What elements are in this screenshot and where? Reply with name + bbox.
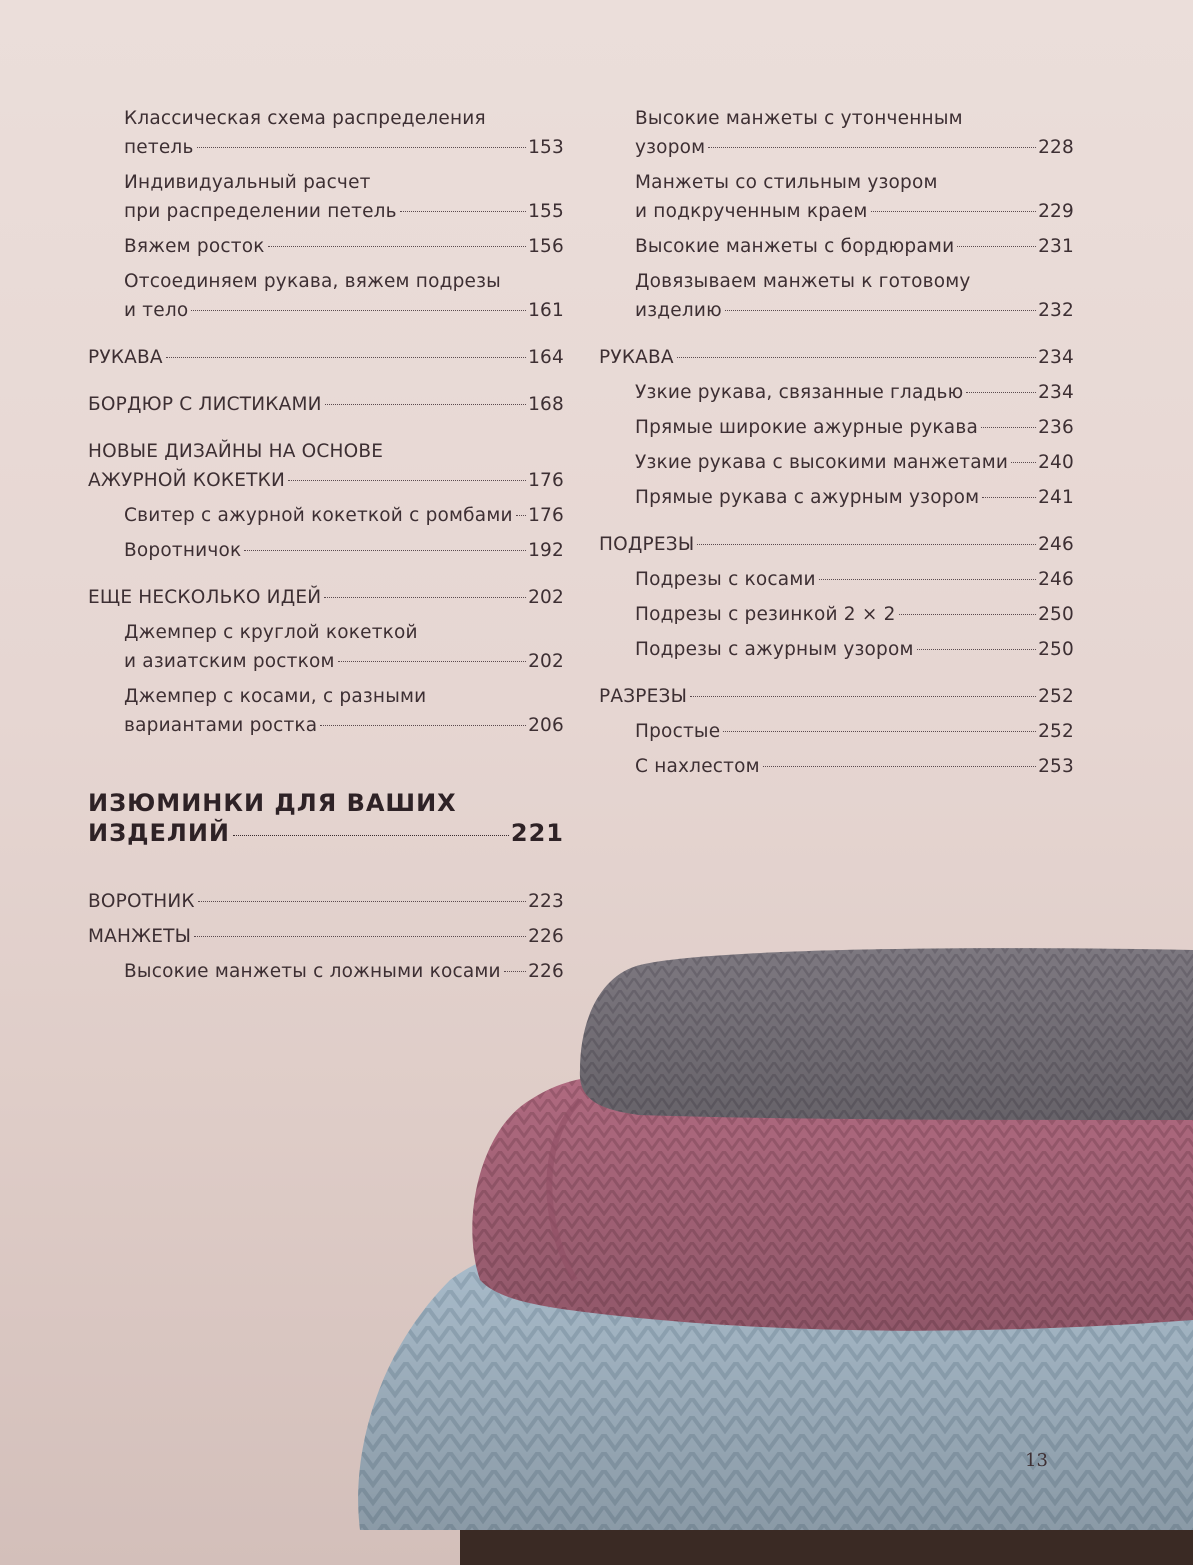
toc-entry-title: С нахлестом xyxy=(635,756,760,777)
toc-entry-title-line: Высокие манжеты с утонченным xyxy=(635,108,963,129)
toc-entry[interactable] xyxy=(88,501,564,530)
toc-entry[interactable] xyxy=(599,483,1074,512)
toc-entry-title-line: Манжеты со стильным узором xyxy=(635,172,938,193)
toc-chapter[interactable] xyxy=(88,437,564,495)
dot-leader xyxy=(697,544,1036,545)
dot-leader xyxy=(690,696,1036,697)
toc-page-number: 156 xyxy=(528,236,564,257)
dot-leader xyxy=(917,649,1036,650)
toc-entry-title-line: Джемпер с косами, с разными xyxy=(124,686,427,707)
toc-entry[interactable] xyxy=(88,168,564,226)
toc-entry-title: РУКАВА xyxy=(599,347,674,368)
dot-leader xyxy=(957,246,1036,247)
toc-page-number: 164 xyxy=(528,347,564,368)
dot-leader xyxy=(288,480,526,481)
toc-entry-title: Подрезы с ажурным узором xyxy=(635,639,914,660)
toc-page-number: 168 xyxy=(528,394,564,415)
toc-entry-title: петель xyxy=(124,137,194,158)
toc-entry-title: РАЗРЕЗЫ xyxy=(599,686,688,707)
toc-page-number: 240 xyxy=(1038,452,1074,473)
toc-entry[interactable] xyxy=(599,168,1074,226)
dot-leader xyxy=(966,392,1036,393)
toc-entry-title: ЕЩЕ НЕСКОЛЬКО ИДЕЙ xyxy=(88,587,322,608)
dot-leader xyxy=(871,211,1037,212)
dot-leader xyxy=(233,835,509,836)
toc-page-number: 226 xyxy=(528,961,564,982)
dot-leader xyxy=(708,147,1036,148)
toc-entry-title: МАНЖЕТЫ xyxy=(88,926,192,947)
toc-entry[interactable] xyxy=(599,565,1074,594)
toc-page-number: 234 xyxy=(1038,382,1074,403)
dot-leader xyxy=(981,427,1036,428)
toc-section-heading[interactable] xyxy=(88,788,564,848)
toc-entry[interactable] xyxy=(599,378,1074,407)
toc-entry-title: Подрезы с резинкой 2 × 2 xyxy=(635,604,896,625)
toc-entry-title-line: Джемпер с круглой кокеткой xyxy=(124,622,418,643)
dot-leader xyxy=(320,725,526,726)
toc-entry-title: АЖУРНОЙ КОКЕТКИ xyxy=(88,470,285,491)
toc-entry[interactable] xyxy=(599,752,1074,781)
toc-entry[interactable] xyxy=(599,267,1074,325)
section-heading-line: ИЗЮМИНКИ ДЛЯ ВАШИХ xyxy=(88,789,457,817)
toc-page-number: 229 xyxy=(1038,201,1074,222)
toc-entry[interactable] xyxy=(599,600,1074,629)
toc-entry[interactable] xyxy=(599,717,1074,746)
toc-page-number: 232 xyxy=(1038,300,1074,321)
dot-leader xyxy=(400,211,526,212)
toc-chapter[interactable] xyxy=(88,343,564,372)
toc-page-number: 228 xyxy=(1038,137,1074,158)
toc-page-number: 155 xyxy=(528,201,564,222)
toc-entry-title: Узкие рукава, связанные гладью xyxy=(635,382,964,403)
dot-leader xyxy=(191,310,526,311)
toc-entry[interactable] xyxy=(88,682,564,740)
toc-entry-title: Воротничок xyxy=(124,540,242,561)
toc-chapter[interactable] xyxy=(599,682,1074,711)
toc-entry[interactable] xyxy=(599,232,1074,261)
toc-entry-title: Узкие рукава с высокими манжетами xyxy=(635,452,1009,473)
toc-entry-title: БОРДЮР С ЛИСТИКАМИ xyxy=(88,394,322,415)
toc-entry-title: Подрезы с косами xyxy=(635,569,816,590)
toc-page-number: 253 xyxy=(1038,756,1074,777)
toc-page-number: 246 xyxy=(1038,534,1074,555)
toc-entry-title: Прямые рукава с ажурным узором xyxy=(635,487,980,508)
dot-leader xyxy=(677,357,1036,358)
toc-entry[interactable] xyxy=(88,618,564,676)
dot-leader xyxy=(516,515,526,516)
toc-page-number: 202 xyxy=(528,651,564,672)
toc-entry[interactable] xyxy=(599,104,1074,162)
toc-entry-title: РУКАВА xyxy=(88,347,163,368)
toc-page-number: 234 xyxy=(1038,347,1074,368)
toc-entry-title-line: Индивидуальный расчет xyxy=(124,172,371,193)
toc-entry-title: вариантами ростка xyxy=(124,715,318,736)
toc-entry-title: ВОРОТНИК xyxy=(88,891,195,912)
page-number: 13 xyxy=(1025,1450,1048,1471)
dot-leader xyxy=(763,766,1036,767)
dot-leader xyxy=(725,310,1036,311)
toc-page-number: 226 xyxy=(528,926,564,947)
toc-entry-title: при распределении петель xyxy=(124,201,397,222)
toc-entry[interactable] xyxy=(599,413,1074,442)
toc-right-column xyxy=(599,104,1074,787)
toc-entry[interactable] xyxy=(88,536,564,565)
toc-page-number: 252 xyxy=(1038,686,1074,707)
toc-entry-title: Простые xyxy=(635,721,721,742)
toc-chapter[interactable] xyxy=(88,390,564,419)
toc-chapter[interactable] xyxy=(88,887,564,916)
dot-leader xyxy=(197,147,527,148)
toc-page-number: 202 xyxy=(528,587,564,608)
toc-page-number: 223 xyxy=(528,891,564,912)
toc-page-number: 206 xyxy=(528,715,564,736)
dot-leader xyxy=(244,550,526,551)
toc-page-number: 236 xyxy=(1038,417,1074,438)
toc-entry-title: узором xyxy=(635,137,706,158)
toc-entry-title-line: Отсоединяем рукава, вяжем подрезы xyxy=(124,271,501,292)
dot-leader xyxy=(819,579,1036,580)
dot-leader xyxy=(899,614,1036,615)
toc-entry-title: и азиатским ростком xyxy=(124,651,335,672)
dot-leader xyxy=(723,731,1036,732)
toc-page-number: 192 xyxy=(528,540,564,561)
dot-leader xyxy=(166,357,526,358)
toc-entry-title-line: НОВЫЕ ДИЗАЙНЫ НА ОСНОВЕ xyxy=(88,441,384,462)
toc-entry-title-line: Классическая схема распределения xyxy=(124,108,486,129)
toc-page-number: 161 xyxy=(528,300,564,321)
toc-entry-title-line: Довязываем манжеты к готовому xyxy=(635,271,971,292)
toc-entry-title: и подкрученным краем xyxy=(635,201,868,222)
dot-leader xyxy=(338,661,526,662)
toc-page-number: 241 xyxy=(1038,487,1074,508)
dot-leader xyxy=(325,404,526,405)
toc-page-number: 231 xyxy=(1038,236,1074,257)
toc-page-number: 176 xyxy=(528,470,564,491)
toc-entry-title: Прямые широкие ажурные рукава xyxy=(635,417,978,438)
toc-entry-title: изделию xyxy=(635,300,722,321)
toc-entry-title: Вяжем росток xyxy=(124,236,265,257)
toc-entry-title: Свитер с ажурной кокеткой с ромбами xyxy=(124,505,513,526)
toc-page-number: 221 xyxy=(510,819,564,847)
dot-leader xyxy=(1011,462,1036,463)
toc-left-column xyxy=(88,104,564,746)
toc-chapter[interactable] xyxy=(88,583,564,612)
toc-entry[interactable] xyxy=(88,267,564,325)
section-heading-title: ИЗДЕЛИЙ xyxy=(88,819,231,847)
toc-page-number: 153 xyxy=(528,137,564,158)
toc-entry-title: ПОДРЕЗЫ xyxy=(599,534,695,555)
toc-entry[interactable] xyxy=(88,232,564,261)
toc-entry[interactable] xyxy=(599,635,1074,664)
toc-entry-title: и тело xyxy=(124,300,189,321)
dot-leader xyxy=(198,901,526,902)
toc-page-number: 250 xyxy=(1038,639,1074,660)
toc-page-number: 250 xyxy=(1038,604,1074,625)
toc-page-number: 252 xyxy=(1038,721,1074,742)
toc-entry-title: Высокие манжеты с ложными косами xyxy=(124,961,501,982)
toc-chapter[interactable] xyxy=(599,530,1074,559)
folded-sweaters-photo xyxy=(340,930,1193,1565)
toc-entry[interactable] xyxy=(88,104,564,162)
dot-leader xyxy=(324,597,526,598)
toc-page-number: 176 xyxy=(528,505,564,526)
dot-leader xyxy=(268,246,526,247)
toc-entry-title: Высокие манжеты с бордюрами xyxy=(635,236,955,257)
toc-chapter[interactable] xyxy=(599,343,1074,372)
toc-page-number: 246 xyxy=(1038,569,1074,590)
toc-entry[interactable] xyxy=(599,448,1074,477)
dot-leader xyxy=(982,497,1036,498)
